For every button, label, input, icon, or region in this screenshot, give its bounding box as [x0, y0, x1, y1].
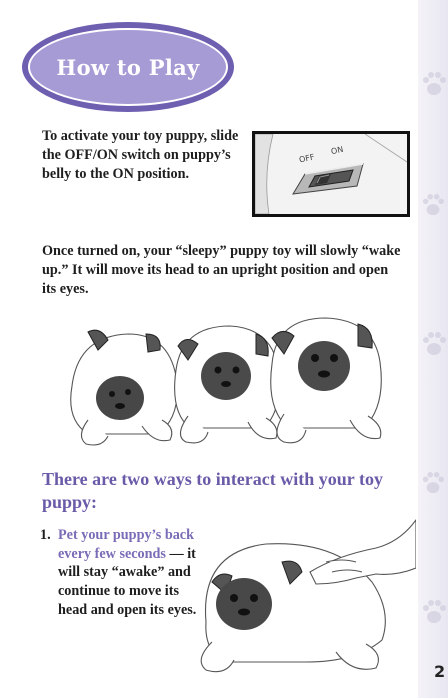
step-item: [40, 526, 210, 620]
interaction-heading: There are two ways to interact with your toy puppy:: [42, 469, 383, 512]
paw-print-icon: [422, 598, 446, 626]
switch-off-label: OFF: [298, 152, 316, 165]
paw-print-icon: [422, 330, 446, 358]
paw-print-icon: [422, 70, 446, 98]
switch-illustration: [252, 131, 410, 217]
paw-print-icon: [422, 192, 444, 218]
petting-puppy-illustration: [186, 512, 416, 682]
page-number: 2: [434, 662, 446, 681]
page-title: How to Play: [56, 54, 200, 80]
title-banner: [22, 22, 234, 112]
wake-up-description: Once turned on, your “sleepy” puppy toy will slowly “wake up.” It will move its head to an upright position and open its eyes.: [42, 243, 401, 297]
step-highlight: Pet your puppy’s back every few seconds: [58, 527, 194, 562]
puppy-sequence-illustration: [58, 316, 398, 454]
paw-print-icon: [422, 470, 444, 496]
switch-on-label: ON: [330, 144, 345, 157]
step-number: 1.: [40, 527, 51, 543]
title-banner-inner: [28, 28, 228, 106]
step-rest: — it will stay “awake” and continue to move its head and open its eyes.: [58, 545, 197, 618]
activation-instructions: To activate your toy puppy, slide the OFF/ON switch on puppy’s belly to the ON position.: [42, 128, 239, 182]
